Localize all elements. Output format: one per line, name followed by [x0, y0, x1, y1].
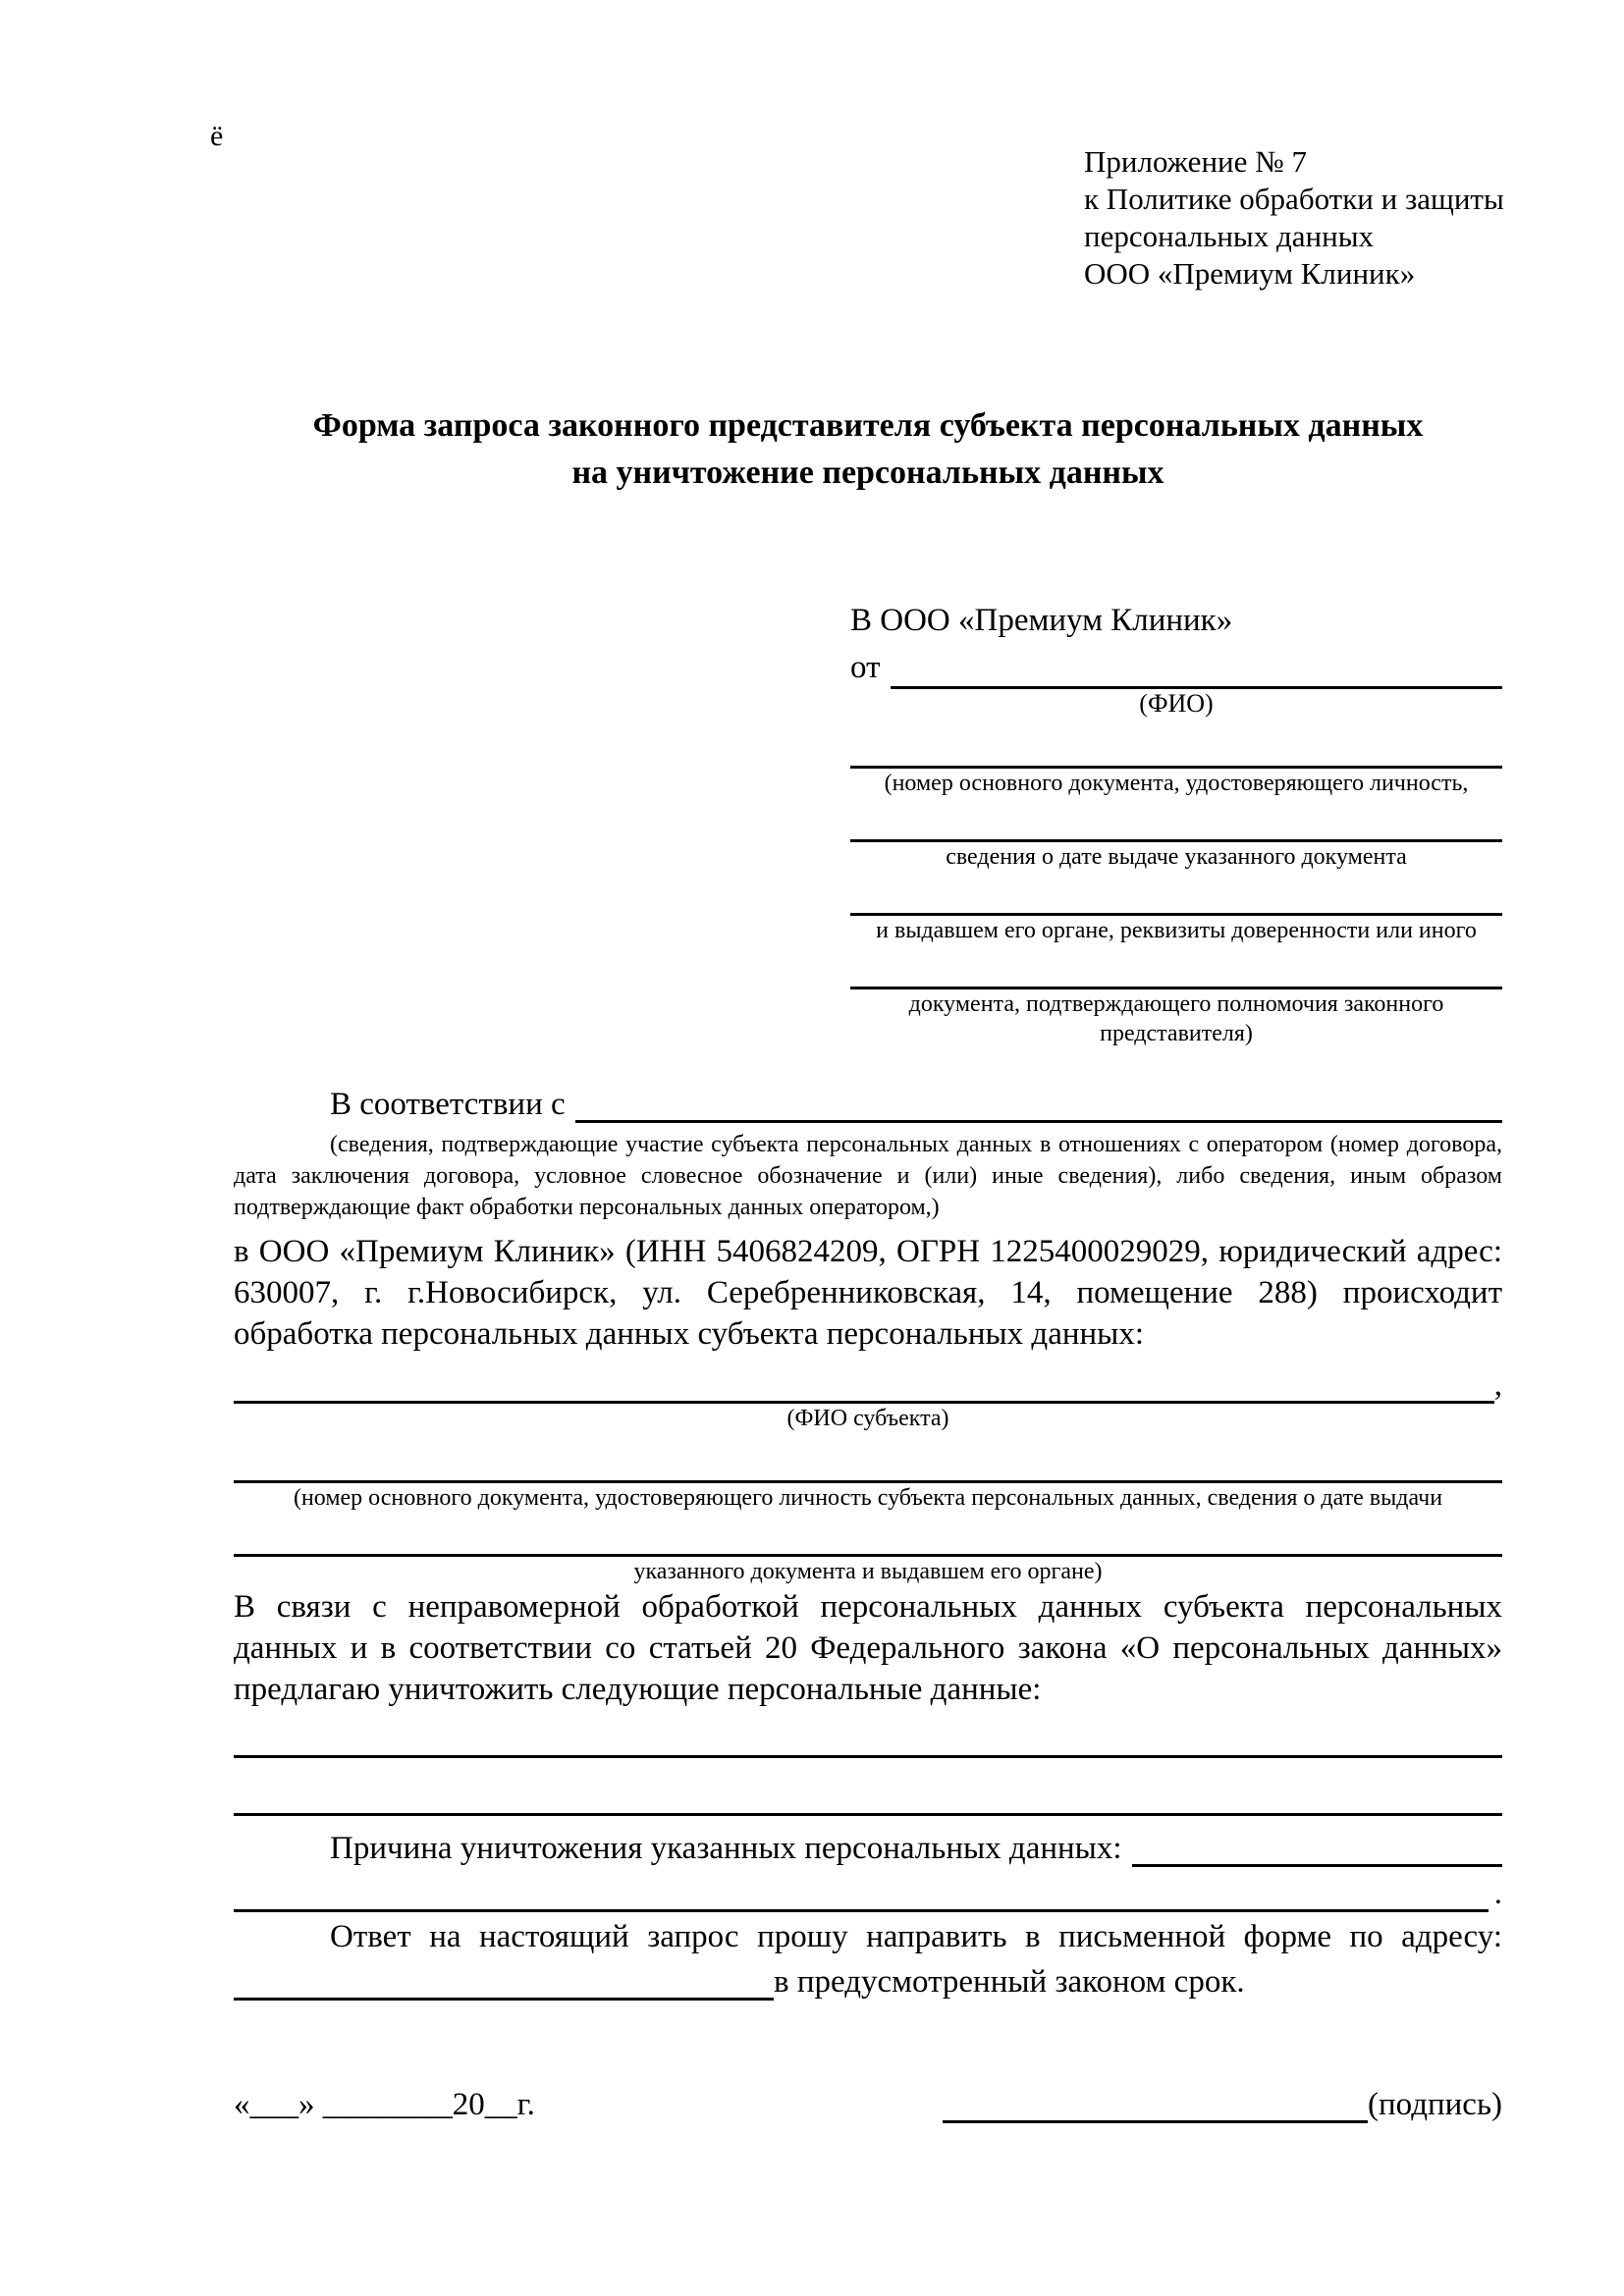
date-line: «___» ________20__г. — [234, 2087, 535, 2122]
issue-date-blank-field — [850, 798, 1502, 842]
issue-date-caption: сведения о дате выдаче указанного документа — [946, 844, 1407, 870]
accordance-row — [234, 1078, 1502, 1123]
unlawful-processing-paragraph: В связи с неправомерной обработкой персональных данных субъекта персональных данных и в соответствии со статьей 20 Федерального закона «О персональных данных» предлагаю уничтожить следующие персональные данные: — [234, 1589, 1502, 1707]
fio-caption: (ФИО) — [1139, 689, 1214, 718]
accordance-label: В соответствии с — [330, 1087, 566, 1122]
issuing-authority-caption: и выдавшем его органе, реквизиты доверенности или иного — [876, 918, 1477, 943]
appendix-block — [1084, 143, 1504, 293]
signature-group — [943, 2087, 1502, 2123]
stray-character: ё — [210, 120, 224, 152]
document-title — [234, 402, 1502, 497]
reason-blank-field — [1132, 1864, 1502, 1867]
subject-fio-caption: (ФИО субъекта) — [786, 1406, 949, 1431]
appendix-line: к Политике обработки и защиты — [1084, 182, 1504, 216]
document-title-line2: на уничтожение персональных данных — [571, 454, 1164, 491]
reason-row — [234, 1820, 1502, 1867]
subject-document-blank-field-2 — [234, 1513, 1502, 1557]
document-content — [234, 402, 1502, 2123]
addressee-block — [850, 599, 1502, 1048]
reason-continuation-row — [234, 1867, 1502, 1912]
accordance-blank-field — [575, 1120, 1502, 1123]
subject-fio-row — [234, 1355, 1502, 1404]
from-row — [850, 642, 1502, 689]
document-number-caption: (номер основного документа, удостоверяющего личность, — [884, 771, 1469, 796]
document-title-line1: Форма запроса законного представителя субъекта персональных данных — [312, 407, 1424, 444]
subject-fio-comma: , — [1493, 1367, 1502, 1403]
issuing-authority-blank-field — [850, 872, 1502, 916]
signature-caption: (подпись) — [1368, 2087, 1502, 2122]
accordance-note: (сведения, подтверждающие участие субъекта персональных данных в отношениях с оператором (номер договора, дата заключения договора, условное словесное обозначение и (или) иные сведения), либо сведения, иным образом подтверждающие факт обработки персональных данных оператором,) — [234, 1132, 1502, 1220]
appendix-line: Приложение № 7 — [1084, 144, 1307, 179]
subject-document-caption-1: (номер основного документа, удостоверяющего личность субъекта персональных данных, сведения о дате выдачи — [293, 1485, 1443, 1511]
reason-blank-field-2 — [234, 1909, 1489, 1912]
footer-row — [234, 2087, 1502, 2123]
from-label: от — [850, 650, 881, 685]
subject-document-blank-field — [234, 1433, 1502, 1483]
data-to-destroy-blank-field-2 — [234, 1758, 1502, 1816]
appendix-line: персональных данных — [1084, 219, 1375, 253]
addressee-to: В ООО «Премиум Клиник» — [850, 603, 1233, 638]
answer-address-blank-field — [234, 1998, 774, 2001]
subject-document-caption-2: указанного документа и выдавшем его органе) — [633, 1559, 1103, 1584]
appendix-line: ООО «Премиум Клиник» — [1084, 256, 1416, 291]
operator-paragraph: в ООО «Премиум Клиник» (ИНН 5406824209, ОГРН 1225400029029, юридический адрес: 630007, г. г.Новосибирск, ул. Серебренниковская, 14, помещение 288) происходит обработка персональных данных субъекта персональных данных: — [234, 1234, 1502, 1352]
signature-blank-field — [943, 2120, 1368, 2123]
reason-label: Причина уничтожения указанных персональных данных: — [330, 1831, 1122, 1866]
answer-address-row — [234, 1957, 1502, 2001]
answer-tail: в предусмотренный законом срок. — [774, 1964, 1245, 2000]
document-number-blank-field — [850, 719, 1502, 769]
reason-period: . — [1493, 1876, 1502, 1911]
authority-document-blank-field — [850, 945, 1502, 989]
authority-document-caption: документа, подтверждающего полномочия законного представителя) — [908, 991, 1444, 1046]
data-to-destroy-blank-field-1 — [234, 1710, 1502, 1758]
answer-sentence: Ответ на настоящий запрос прошу направить в письменной форме по адресу: — [330, 1919, 1502, 1954]
